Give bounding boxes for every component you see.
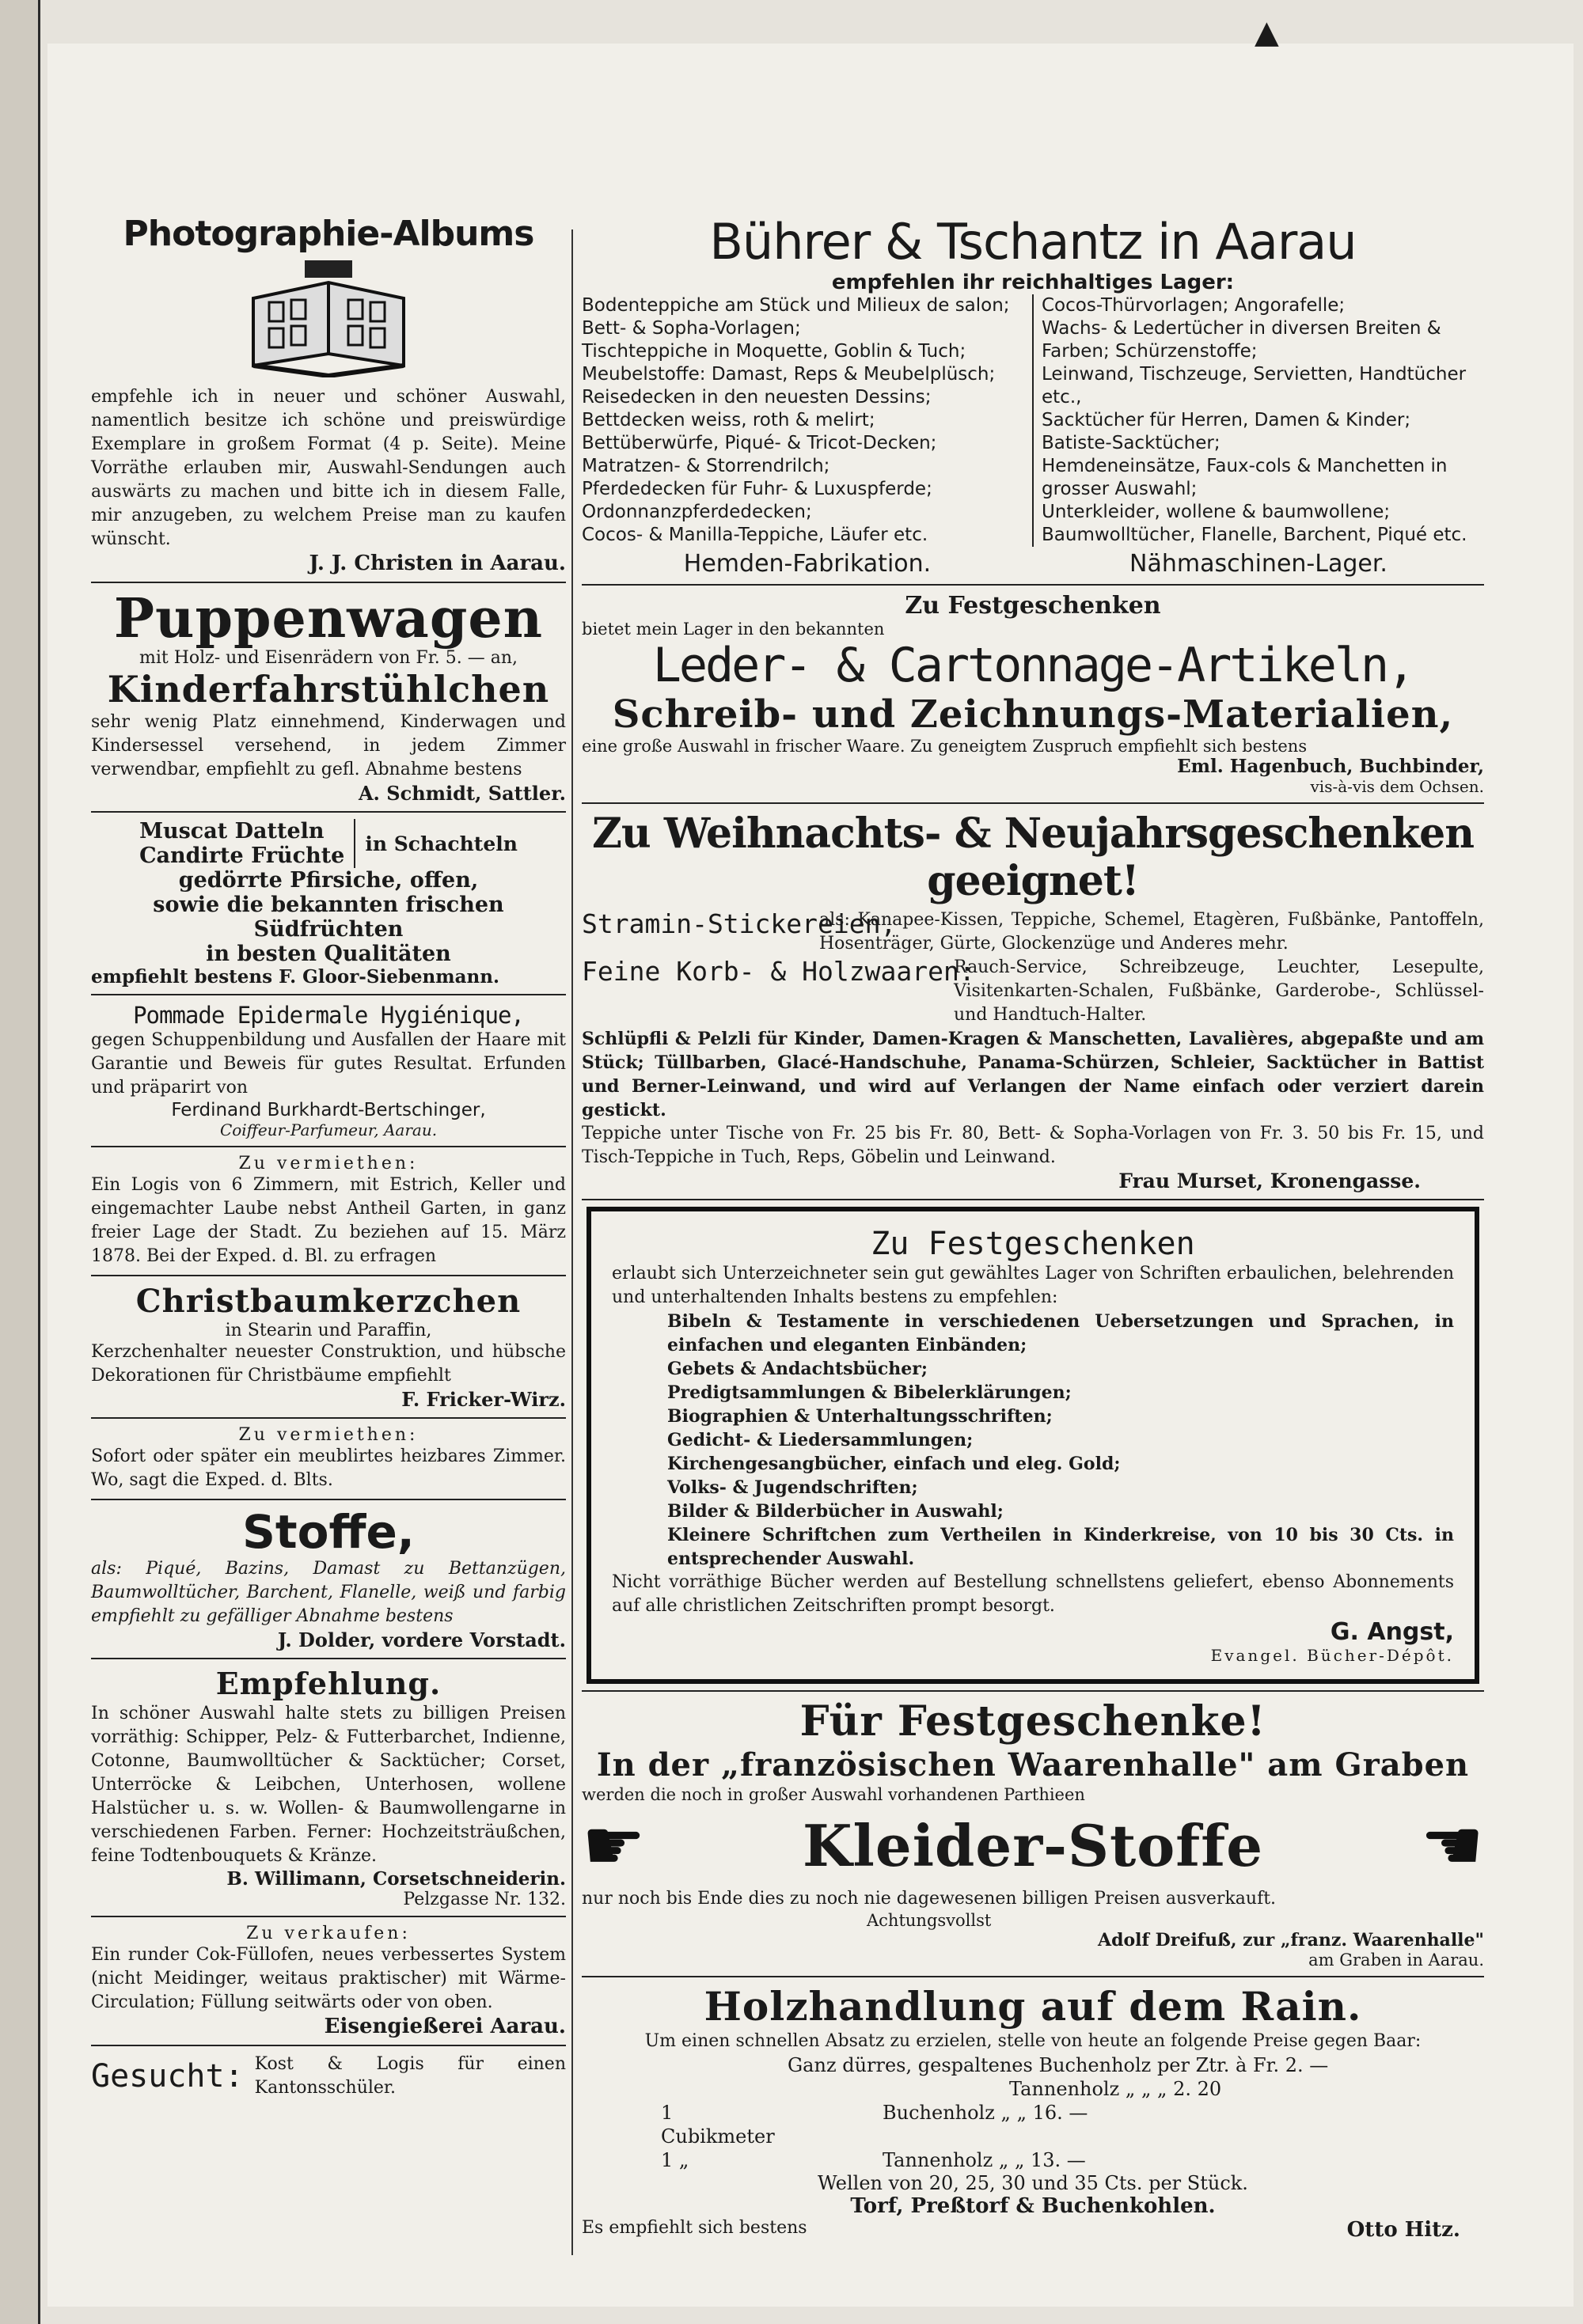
ad-hagenbuch: [582, 592, 1484, 796]
list-item: Matratzen- & Storrendrilch;: [582, 456, 830, 476]
row-item: Tannenholz „ „ 13. —: [883, 2149, 1086, 2171]
table-row: [661, 2148, 1484, 2172]
right-column: [582, 214, 1484, 2242]
ad-heading: Zu Festgeschenken: [871, 1226, 1195, 1262]
ad-subtitle: empfehlen ihr reichhaltiges Lager:: [831, 271, 1235, 294]
ad-title: Photographie-Albums: [123, 214, 534, 254]
ad-text-2: sehr wenig Platz einnehmend, Kinderwagen und Kindersessel versehend, in jedem Zimmer verwendbar, empfiehlt zu gefl. Abnahme bestens: [91, 712, 566, 779]
ad-title-3: Kleider-Stoffe: [802, 1811, 1264, 1879]
ad-signature: Otto Hitz.: [1346, 2218, 1460, 2242]
ad-stoffe: [91, 1507, 566, 1651]
ad-greeting: Achtungsvollst: [867, 1911, 992, 1930]
list-item: Sacktücher für Herren, Damen & Kinder;: [1042, 410, 1411, 430]
list-item: Biographien & Unterhaltungsschriften;: [667, 1406, 1053, 1427]
divider: [582, 1199, 1484, 1200]
divider: [582, 584, 1484, 586]
divider: [91, 811, 566, 813]
ad-puppenwagen: [91, 587, 566, 805]
ad-photo-albums: [91, 214, 566, 575]
list-item: Gedicht- & Liedersammlungen;: [667, 1430, 974, 1450]
list-item: Batiste-Sacktücher;: [1042, 433, 1220, 453]
ad-signature-2: Evangel. Bücher-Dépôt.: [1210, 1646, 1454, 1665]
footer-left: Hemden-Fabrikation.: [683, 550, 932, 578]
table-row: [661, 2053, 1484, 2077]
ad-christbaum: [91, 1283, 566, 1411]
ad-signature: empfiehlt bestens F. Gloor-Siebenmann.: [91, 966, 499, 988]
ad-title-2: In der „französischen Waarenhalle" am Graben: [596, 1746, 1470, 1784]
ad-angst-boxed: [587, 1207, 1479, 1684]
corner-arrow-icon: ▲: [1255, 14, 1279, 51]
ad-title: Bührer & Tschantz in Aarau: [709, 213, 1357, 271]
ad-signature: Adolf Dreifuß, zur „franz. Waarenhalle": [1098, 1930, 1484, 1951]
ad-title: Für Festgeschenke!: [799, 1697, 1266, 1746]
ad-text: Sofort oder später ein meublirtes heizbares Zimmer. Wo, sagt die Exped. d. Blts.: [91, 1446, 566, 1490]
list-item: Bettüberwürfe, Piqué- & Tricot-Decken;: [582, 433, 937, 453]
ad-vermiethen-2: [91, 1425, 566, 1492]
ad-text-2: Kerzchenhalter neuester Construktion, und hübsche Dekorationen für Christbäume empfiehlt: [91, 1342, 566, 1386]
list-item: Pferdedecken für Fuhr- & Luxuspferde;: [582, 479, 932, 499]
ad-murset: [582, 810, 1484, 1192]
ad-text: Ein Logis von 6 Zimmern, mit Estrich, Keller und eingemachter Laube nebst Antheil Garten, in ganz freier Lage der Stadt. Zu beziehen auf 15. März 1878. Bei der Exped. d. Bl. zu erfragen: [91, 1175, 566, 1266]
ad-signature: F. Fricker-Wirz.: [401, 1388, 566, 1411]
ad-heading: Zu vermiethen:: [238, 1425, 419, 1445]
ad-label: Stramin-Stickereien,: [582, 908, 897, 939]
ad-signature: Eisengießerei Aarau.: [324, 2015, 566, 2038]
ad-vermiethen-1: [91, 1154, 566, 1268]
ad-line: in besten Qualitäten: [206, 942, 451, 966]
ad-title: Puppenwagen: [113, 587, 544, 650]
list-item: Bettdecken weiss, roth & melirt;: [582, 410, 875, 430]
ad-role: Coiffeur-Parfumeur, Aarau.: [219, 1120, 438, 1139]
ad-intro: bietet mein Lager in den bekannten: [582, 620, 885, 639]
ad-pommade: [91, 1002, 566, 1139]
divider: [91, 1658, 566, 1659]
table-row: [661, 2077, 1484, 2101]
ad-title-2: Schreib- und Zeichnungs-Materialien,: [612, 692, 1454, 737]
row-item: Ganz dürres, gespaltenes Buchenholz per Ztr. à Fr. 2. —: [788, 2054, 1329, 2076]
divider: [91, 1916, 566, 1917]
ad-dreifuss: [582, 1698, 1484, 1970]
list-item: Meubelstoffe: Damast, Reps & Meubelplüsch;: [582, 364, 996, 385]
footer-right: Nähmaschinen-Lager.: [1129, 550, 1387, 578]
price-table: [582, 2053, 1484, 2172]
divider: [91, 1417, 566, 1419]
ad-intro: Um einen schnellen Absatz zu erzielen, stelle von heute an folgende Preise gegen Baar:: [644, 2031, 1422, 2051]
ad-text: als: Piqué, Bazins, Damast zu Bettanzügen, Baumwolltücher, Barchent, Flanelle, weiß und farbig empfiehlt zu gefälliger Abnahme bestens: [91, 1559, 566, 1626]
ad-title: Holzhandlung auf dem Rain.: [704, 1983, 1362, 2030]
ad-address: vis-à-vis dem Ochsen.: [1310, 777, 1484, 796]
binding-gutter: [0, 0, 40, 2324]
ad-title-2: Kinderfahrstühlchen: [107, 668, 550, 711]
ad-name: Ferdinand Burkhardt-Bertschinger,: [171, 1100, 486, 1120]
ad-text: Ein runder Cok-Füllofen, neues verbessertes System (nicht Meidinger, weitaus praktischer) mit Wärme-Circulation; Füllung seitwärts oder von oben.: [91, 1945, 566, 2012]
ad-text-2: Torf, Preßtorf & Buchenkohlen.: [850, 2194, 1216, 2218]
ad-signature: B. Willimann, Corsetschneiderin.: [226, 1868, 566, 1890]
ad-text: In schöner Auswahl halte stets zu billigen Preisen vorräthig: Schipper, Pelz- & Futterbarchet, Indienne, Cotonne, Baumwolltücher & Sacktücher; Corset, Unterröcke & Leibchen, Unterhosen, wollene Halstücher u. s. w. Wollen- & Baumwollengarne in verschiedenen Farben. Ferner: Hochzeitsträußchen, feine Todtenbouquets & Kränze.: [91, 1704, 566, 1866]
photo-album-icon: [245, 259, 412, 377]
divider: [582, 1976, 1484, 1977]
ad-text: Rauch-Service, Schreibzeuge, Leuchter, Lesepulte, Visitenkarten-Schalen, Fußbänke, Garderobe-, Schlüssel- und Handtuch-Halter.: [954, 957, 1484, 1025]
pointing-hand-right-icon: ☛: [582, 1804, 646, 1887]
ad-line: Candirte Früchte: [139, 844, 345, 868]
row-qty: 1 „: [661, 2149, 689, 2171]
ad-text: nur noch bis Ende dies zu noch nie dagewesenen billigen Preisen ausverkauft.: [582, 1889, 1277, 1909]
ad-title: Stoffe,: [242, 1505, 415, 1559]
list-item: Tischteppiche in Moquette, Goblin & Tuch;: [582, 341, 966, 362]
ad-title: Zu Weihnachts- & Neujahrsgeschenken geeignet!: [591, 809, 1475, 905]
row-item: Tannenholz „ „ „ 2. 20: [1009, 2078, 1222, 2100]
ad-heading: Zu Festgeschenken: [905, 592, 1161, 620]
list-item: Volks- & Jugendschriften;: [667, 1477, 918, 1498]
ad-text: mit Holz- und Eisenrädern von Fr. 5. — an,: [139, 648, 518, 668]
list-item: Bibeln & Testamente in verschiedenen Uebersetzungen und Sprachen, in einfachen und eleganten Einbänden;: [667, 1311, 1454, 1355]
divider: [91, 1499, 566, 1500]
list-item: Reisedecken in den neuesten Dessins;: [582, 387, 932, 408]
list-item: Bilder & Bilderbücher in Auswahl;: [667, 1501, 1004, 1522]
column-divider: [571, 229, 573, 2255]
table-row: [661, 2101, 1484, 2148]
ad-signature: A. Schmidt, Sattler.: [358, 782, 566, 805]
ad-text: empfehle ich in neuer und schöner Auswahl, namentlich besitze ich schöne und preiswürdige Exemplare in großem Format (4 p. Seite). Meine Vorräthe erlauben mir, Auswahl-Sendungen auch auswärts zu machen und bitte ich in diesem Falle, mir anzugeben, zu welchem Preise man zu kaufen wünscht.: [91, 387, 566, 549]
list-item: Ordonnanzpferdedecken;: [582, 502, 812, 522]
ad-title: Leder- & Cartonnage-Artikeln,: [652, 638, 1414, 693]
ad-text: eine große Auswahl in frischer Waare. Zu geneigtem Zuspruch empfiehlt sich bestens: [582, 737, 1308, 756]
ad-verkaufen: [91, 1924, 566, 2038]
ad-line: sowie die bekannten frischen Südfrüchten: [153, 893, 504, 942]
ad-heading: Zu verkaufen:: [246, 1924, 411, 1943]
divider: [582, 1690, 1484, 1692]
list-item: Baumwolltücher, Flanelle, Barchent, Piqué etc.: [1042, 525, 1467, 545]
list-item: Bett- & Sopha-Vorlagen;: [582, 318, 801, 339]
divider: [91, 1146, 566, 1147]
pointing-hand-left-icon: ☚: [1420, 1804, 1484, 1887]
ad-holzhandlung: [582, 1984, 1484, 2242]
ad-intro: erlaubt sich Unterzeichneter sein gut gewähltes Lager von Schriften erbaulichen, belehrenden und unterhaltenden Inhalts bestens zu empfehlen:: [612, 1264, 1454, 1307]
list-item: Cocos- & Manilla-Teppiche, Läufer etc.: [582, 525, 928, 545]
ad-text: Wellen von 20, 25, 30 und 35 Cts. per Stück.: [818, 2172, 1248, 2194]
ad-signature: Frau Murset, Kronengasse.: [1118, 1170, 1421, 1192]
list-item: Predigtsammlungen & Bibelerklärungen;: [667, 1382, 1072, 1403]
ad-title: Gesucht:: [91, 2058, 244, 2095]
row-qty: 1 Cubikmeter: [661, 2102, 775, 2148]
divider: [91, 2045, 566, 2046]
ad-text: in Stearin und Paraffin,: [225, 1321, 432, 1340]
ad-signature: J. Dolder, vordere Vorstadt.: [277, 1628, 566, 1651]
list-item: Kleinere Schriftchen zum Vertheilen in Kinderkreise, von 10 bis 30 Cts. in entsprechender Auswahl.: [667, 1525, 1454, 1569]
divider: [91, 994, 566, 995]
ad-gesucht: [91, 2053, 566, 2100]
ad-line: Muscat Datteln: [139, 819, 325, 844]
ad-signature: J. J. Christen in Aarau.: [309, 552, 566, 575]
ad-title: Empfehlung.: [215, 1666, 442, 1701]
divider: [91, 582, 566, 583]
list-item: Leinwand, Tischzeuge, Servietten, Handtücher etc.,: [1042, 364, 1467, 408]
ad-text: gegen Schuppenbildung und Ausfallen der Haare mit Garantie und Beweis für gutes Resultat. Erfunden und präparirt von: [91, 1030, 566, 1098]
ad-address: Pelzgasse Nr. 132.: [403, 1890, 566, 1909]
item-columns: [582, 294, 1484, 547]
row-item: Buchenholz „ „ 16. —: [883, 2102, 1088, 2124]
item-list-right: [1034, 294, 1484, 547]
ad-buhrer-tschantz: [582, 214, 1484, 578]
ad-muscat: [91, 819, 566, 988]
ad-signature: G. Angst,: [1330, 1618, 1454, 1646]
ad-text: Kost & Logis für einen Kantonsschüler.: [254, 2054, 566, 2098]
ad-footer: Es empfiehlt sich bestens: [582, 2218, 807, 2238]
left-column: [91, 214, 566, 2100]
list-item: Kirchengesangbücher, einfach und eleg. Gold;: [667, 1454, 1121, 1474]
ad-text-2: Schlüpfli & Pelzli für Kinder, Damen-Kragen & Manschetten, Lavalières, abgepaßte und am Stück; Tüllbarben, Glacé-Handschuhe, Panama-Schürzen, Schleier, Sacktücher in Battist und Berner-Leinwand, und wird auf Verlangen der Name einfach oder verziert darein gestickt.: [582, 1029, 1484, 1120]
ad-line: in Schachteln: [365, 832, 518, 855]
ad-intro: werden die noch in großer Auswahl vorhandenen Parthieen: [582, 1785, 1085, 1804]
ad-line: gedörrte Pfirsiche, offen,: [178, 868, 479, 893]
divider: [582, 802, 1484, 804]
ad-text: Nicht vorräthige Bücher werden auf Bestellung schnellstens geliefert, ebenso Abonnements auf alle christlichen Zeitschriften prompt besorgt.: [612, 1572, 1454, 1616]
ad-heading: Zu vermiethen:: [238, 1154, 419, 1173]
list-item: Cocos-Thürvorlagen; Angorafelle;: [1042, 295, 1346, 316]
list-item: Bodenteppiche am Stück und Milieux de salon;: [582, 295, 1010, 316]
ad-text: als: Kanapee-Kissen, Teppiche, Schemel, Etagèren, Fußbänke, Pantoffeln, Hosenträger, Gürte, Glockenzüge und Anderes mehr.: [819, 910, 1484, 953]
row-qty: [661, 2053, 788, 2077]
ad-address: am Graben in Aarau.: [1308, 1951, 1484, 1970]
ad-label: Feine Korb- & Holzwaaren:: [582, 956, 975, 987]
ad-title: Pommade Epidermale Hygiénique,: [133, 1002, 524, 1029]
book-list: [612, 1310, 1454, 1571]
list-item: Hemdeneinsätze, Faux-cols & Manchetten in grosser Auswahl;: [1042, 456, 1448, 499]
ad-text-3: Teppiche unter Tische von Fr. 25 bis Fr. 80, Bett- & Sopha-Vorlagen von Fr. 3. 50 bis Fr. 15, und Tisch-Teppiche in Tuch, Reps, Göbelin und Leinwand.: [582, 1124, 1484, 1167]
ad-empfehlung: [91, 1666, 566, 1909]
ad-signature: Eml. Hagenbuch, Buchbinder,: [1177, 756, 1484, 777]
ad-title: Christbaumkerzchen: [135, 1283, 522, 1320]
list-item: Unterkleider, wollene & baumwollene;: [1042, 502, 1391, 522]
divider: [91, 1275, 566, 1276]
row-qty: [661, 2077, 788, 2101]
item-list-left: [582, 294, 1034, 547]
list-item: Wachs- & Ledertücher in diversen Breiten & Farben; Schürzenstoffe;: [1042, 318, 1441, 362]
list-item: Gebets & Andachtsbücher;: [667, 1359, 928, 1379]
